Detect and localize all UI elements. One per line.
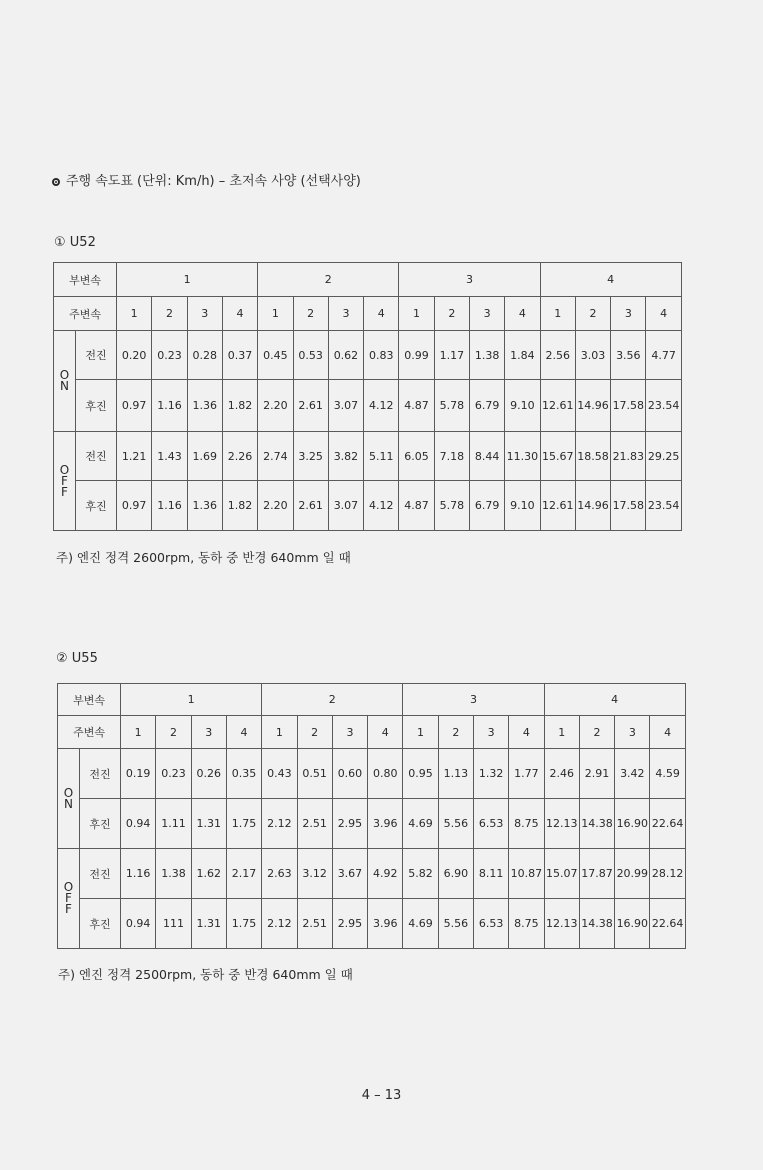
speed-cell: 15.07	[544, 849, 579, 899]
gear-group-header: 3	[399, 263, 540, 297]
speed-cell: 1.82	[222, 481, 257, 531]
gear-step-header: 2	[152, 297, 187, 331]
speed-cell: 1.32	[473, 749, 508, 799]
speed-cell: 3.12	[297, 849, 332, 899]
speed-cell: 1.38	[156, 849, 191, 899]
speed-cell: 4.87	[399, 481, 434, 531]
table-row	[58, 849, 686, 899]
speed-cell: 6.05	[399, 432, 434, 481]
speed-cell: 1.77	[509, 749, 544, 799]
speed-cell: 16.90	[615, 899, 650, 949]
speed-cell: 3.96	[368, 799, 403, 849]
mode-on-text: O N	[63, 785, 74, 811]
gear-step-header: 4	[646, 297, 681, 331]
table-1-label: ① U52	[54, 235, 96, 250]
page-heading	[52, 170, 361, 189]
mode-off-label	[58, 849, 80, 949]
speed-cell: 20.99	[615, 849, 650, 899]
gear-step-header: 2	[293, 297, 328, 331]
speed-cell: 3.96	[368, 899, 403, 949]
gear-step-header: 1	[117, 297, 152, 331]
speed-cell: 1.21	[117, 432, 152, 481]
gear-step-header: 1	[544, 716, 579, 749]
mode-off-text: O F F	[63, 880, 74, 916]
mode-off-text: O F F	[59, 462, 70, 499]
speed-cell: 1.16	[152, 380, 187, 432]
speed-cell: 0.95	[403, 749, 438, 799]
speed-cell: 1.11	[156, 799, 191, 849]
speed-cell: 2.56	[540, 331, 575, 380]
speed-cell: 9.10	[505, 481, 540, 531]
table-row	[54, 432, 682, 481]
speed-cell: 1.84	[505, 331, 540, 380]
speed-cell: 21.83	[611, 432, 646, 481]
speed-cell: 2.95	[332, 799, 367, 849]
gear-group-header: 2	[258, 263, 399, 297]
speed-cell: 1.75	[226, 899, 261, 949]
speed-cell: 28.12	[650, 849, 685, 899]
gear-step-header: 3	[332, 716, 367, 749]
speed-cell: 2.17	[226, 849, 261, 899]
speed-cell: 0.28	[187, 331, 222, 380]
speed-cell: 4.77	[646, 331, 681, 380]
speed-cell: 14.96	[575, 380, 610, 432]
speed-cell: 0.97	[117, 481, 152, 531]
direction-reverse-label: 후진	[76, 380, 117, 432]
speed-cell: 4.87	[399, 380, 434, 432]
main-shift-header: 주변속	[54, 297, 117, 331]
speed-cell: 1.16	[121, 849, 156, 899]
speed-cell: 17.58	[611, 380, 646, 432]
table-row	[58, 899, 686, 949]
speed-cell: 12.61	[540, 481, 575, 531]
gear-step-header: 3	[328, 297, 363, 331]
header-row-main-shift	[58, 716, 686, 749]
speed-cell: 3.25	[293, 432, 328, 481]
speed-cell: 1.75	[226, 799, 261, 849]
speed-cell: 8.44	[469, 432, 504, 481]
speed-cell: 0.19	[121, 749, 156, 799]
speed-cell: 1.31	[191, 899, 226, 949]
speed-cell: 2.51	[297, 899, 332, 949]
gear-step-header: 4	[650, 716, 685, 749]
speed-cell: 1.31	[191, 799, 226, 849]
speed-table-u52	[53, 262, 682, 531]
speed-cell: 22.64	[650, 899, 685, 949]
speed-cell: 1.62	[191, 849, 226, 899]
speed-cell: 0.80	[368, 749, 403, 799]
speed-cell: 3.56	[611, 331, 646, 380]
speed-cell: 0.23	[152, 331, 187, 380]
gear-step-header: 2	[579, 716, 614, 749]
direction-forward-label: 전진	[80, 749, 121, 799]
speed-cell: 5.78	[434, 380, 469, 432]
speed-cell: 1.82	[222, 380, 257, 432]
table-1-note: 주) 엔진 정격 2600rpm, 동하 중 반경 640mm 일 때	[56, 550, 351, 565]
speed-cell: 2.46	[544, 749, 579, 799]
gear-group-header: 1	[121, 684, 262, 716]
speed-cell: 2.74	[258, 432, 293, 481]
speed-cell: 18.58	[575, 432, 610, 481]
table-row	[54, 331, 682, 380]
speed-table-u55	[57, 683, 686, 949]
gear-step-header: 2	[438, 716, 473, 749]
speed-cell: 0.53	[293, 331, 328, 380]
speed-cell: 1.36	[187, 481, 222, 531]
speed-cell: 15.67	[540, 432, 575, 481]
speed-cell: 17.87	[579, 849, 614, 899]
speed-cell: 111	[156, 899, 191, 949]
gear-step-header: 4	[505, 297, 540, 331]
speed-cell: 3.03	[575, 331, 610, 380]
speed-cell: 0.20	[117, 331, 152, 380]
gear-step-header: 1	[399, 297, 434, 331]
speed-cell: 0.37	[222, 331, 257, 380]
gear-step-header: 3	[187, 297, 222, 331]
heading-text: 주행 속도표 (단위: Km/h) – 초저속 사양 (선택사양)	[66, 174, 361, 189]
speed-cell: 2.61	[293, 481, 328, 531]
speed-cell: 16.90	[615, 799, 650, 849]
gear-step-header: 4	[364, 297, 399, 331]
speed-cell: 17.58	[611, 481, 646, 531]
gear-step-header: 4	[368, 716, 403, 749]
mode-on-label	[54, 331, 76, 432]
speed-cell: 8.75	[509, 899, 544, 949]
gear-step-header: 3	[473, 716, 508, 749]
gear-step-header: 4	[226, 716, 261, 749]
speed-cell: 10.87	[509, 849, 544, 899]
speed-cell: 6.53	[473, 799, 508, 849]
speed-cell: 2.12	[262, 899, 297, 949]
gear-step-header: 3	[191, 716, 226, 749]
speed-cell: 3.82	[328, 432, 363, 481]
gear-step-header: 1	[262, 716, 297, 749]
table-row	[58, 749, 686, 799]
speed-cell: 23.54	[646, 380, 681, 432]
speed-cell: 5.56	[438, 899, 473, 949]
speed-cell: 3.07	[328, 481, 363, 531]
gear-step-header: 2	[434, 297, 469, 331]
speed-cell: 0.35	[226, 749, 261, 799]
speed-cell: 14.96	[575, 481, 610, 531]
speed-cell: 7.18	[434, 432, 469, 481]
speed-cell: 1.36	[187, 380, 222, 432]
speed-cell: 12.61	[540, 380, 575, 432]
speed-cell: 1.13	[438, 749, 473, 799]
gear-group-header: 4	[544, 684, 685, 716]
speed-cell: 0.94	[121, 799, 156, 849]
gear-step-header: 2	[156, 716, 191, 749]
speed-cell: 0.97	[117, 380, 152, 432]
speed-cell: 0.94	[121, 899, 156, 949]
speed-cell: 0.51	[297, 749, 332, 799]
header-row-sub-shift	[54, 263, 682, 297]
speed-cell: 4.69	[403, 799, 438, 849]
speed-cell: 2.12	[262, 799, 297, 849]
speed-cell: 0.83	[364, 331, 399, 380]
gear-step-header: 1	[258, 297, 293, 331]
sub-shift-header: 부변속	[58, 684, 121, 716]
direction-reverse-label: 후진	[80, 899, 121, 949]
speed-cell: 12.13	[544, 899, 579, 949]
speed-cell: 2.26	[222, 432, 257, 481]
speed-cell: 9.10	[505, 380, 540, 432]
gear-group-header: 4	[540, 263, 681, 297]
table-row	[54, 380, 682, 432]
speed-cell: 4.59	[650, 749, 685, 799]
speed-cell: 0.23	[156, 749, 191, 799]
speed-cell: 1.16	[152, 481, 187, 531]
speed-cell: 3.42	[615, 749, 650, 799]
table-2-label: ② U55	[56, 651, 98, 666]
direction-forward-label: 전진	[76, 331, 117, 380]
table-row	[58, 799, 686, 849]
speed-cell: 0.45	[258, 331, 293, 380]
speed-cell: 1.69	[187, 432, 222, 481]
speed-cell: 5.82	[403, 849, 438, 899]
speed-cell: 5.56	[438, 799, 473, 849]
gear-step-header: 1	[121, 716, 156, 749]
speed-cell: 14.38	[579, 899, 614, 949]
speed-cell: 2.61	[293, 380, 328, 432]
speed-cell: 0.62	[328, 331, 363, 380]
speed-cell: 1.43	[152, 432, 187, 481]
table-row	[54, 481, 682, 531]
direction-reverse-label: 후진	[76, 481, 117, 531]
speed-cell: 6.79	[469, 380, 504, 432]
gear-step-header: 1	[403, 716, 438, 749]
speed-cell: 6.79	[469, 481, 504, 531]
main-shift-header: 주변속	[58, 716, 121, 749]
gear-step-header: 3	[615, 716, 650, 749]
speed-cell: 2.20	[258, 380, 293, 432]
bullet-icon	[52, 178, 60, 186]
gear-step-header: 3	[469, 297, 504, 331]
header-row-main-shift	[54, 297, 682, 331]
speed-cell: 1.38	[469, 331, 504, 380]
speed-cell: 3.07	[328, 380, 363, 432]
gear-group-header: 1	[117, 263, 258, 297]
speed-cell: 0.43	[262, 749, 297, 799]
gear-group-header: 2	[262, 684, 403, 716]
speed-cell: 11.30	[505, 432, 540, 481]
speed-cell: 5.78	[434, 481, 469, 531]
speed-cell: 2.95	[332, 899, 367, 949]
speed-cell: 3.67	[332, 849, 367, 899]
table-2-note: 주) 엔진 정격 2500rpm, 동하 중 반경 640mm 일 때	[58, 967, 353, 982]
speed-cell: 0.99	[399, 331, 434, 380]
speed-cell: 8.11	[473, 849, 508, 899]
mode-off-label	[54, 432, 76, 531]
speed-cell: 12.13	[544, 799, 579, 849]
mode-on-label	[58, 749, 80, 849]
gear-step-header: 4	[509, 716, 544, 749]
gear-group-header: 3	[403, 684, 544, 716]
speed-cell: 6.90	[438, 849, 473, 899]
gear-step-header: 3	[611, 297, 646, 331]
speed-cell: 23.54	[646, 481, 681, 531]
speed-cell: 2.20	[258, 481, 293, 531]
gear-step-header: 2	[575, 297, 610, 331]
speed-cell: 0.26	[191, 749, 226, 799]
direction-reverse-label: 후진	[80, 799, 121, 849]
speed-cell: 4.69	[403, 899, 438, 949]
speed-cell: 14.38	[579, 799, 614, 849]
speed-cell: 4.12	[364, 380, 399, 432]
speed-cell: 2.51	[297, 799, 332, 849]
speed-cell: 4.92	[368, 849, 403, 899]
speed-cell: 4.12	[364, 481, 399, 531]
speed-cell: 2.91	[579, 749, 614, 799]
sub-shift-header: 부변속	[54, 263, 117, 297]
speed-cell: 2.63	[262, 849, 297, 899]
gear-step-header: 4	[222, 297, 257, 331]
speed-cell: 0.60	[332, 749, 367, 799]
mode-on-text: O N	[59, 368, 70, 393]
speed-cell: 29.25	[646, 432, 681, 481]
direction-forward-label: 전진	[80, 849, 121, 899]
page-number: 4 – 13	[361, 1088, 402, 1103]
speed-cell: 1.17	[434, 331, 469, 380]
gear-step-header: 1	[540, 297, 575, 331]
speed-cell: 5.11	[364, 432, 399, 481]
header-row-sub-shift	[58, 684, 686, 716]
gear-step-header: 2	[297, 716, 332, 749]
speed-cell: 22.64	[650, 799, 685, 849]
speed-cell: 8.75	[509, 799, 544, 849]
speed-cell: 6.53	[473, 899, 508, 949]
direction-forward-label: 전진	[76, 432, 117, 481]
